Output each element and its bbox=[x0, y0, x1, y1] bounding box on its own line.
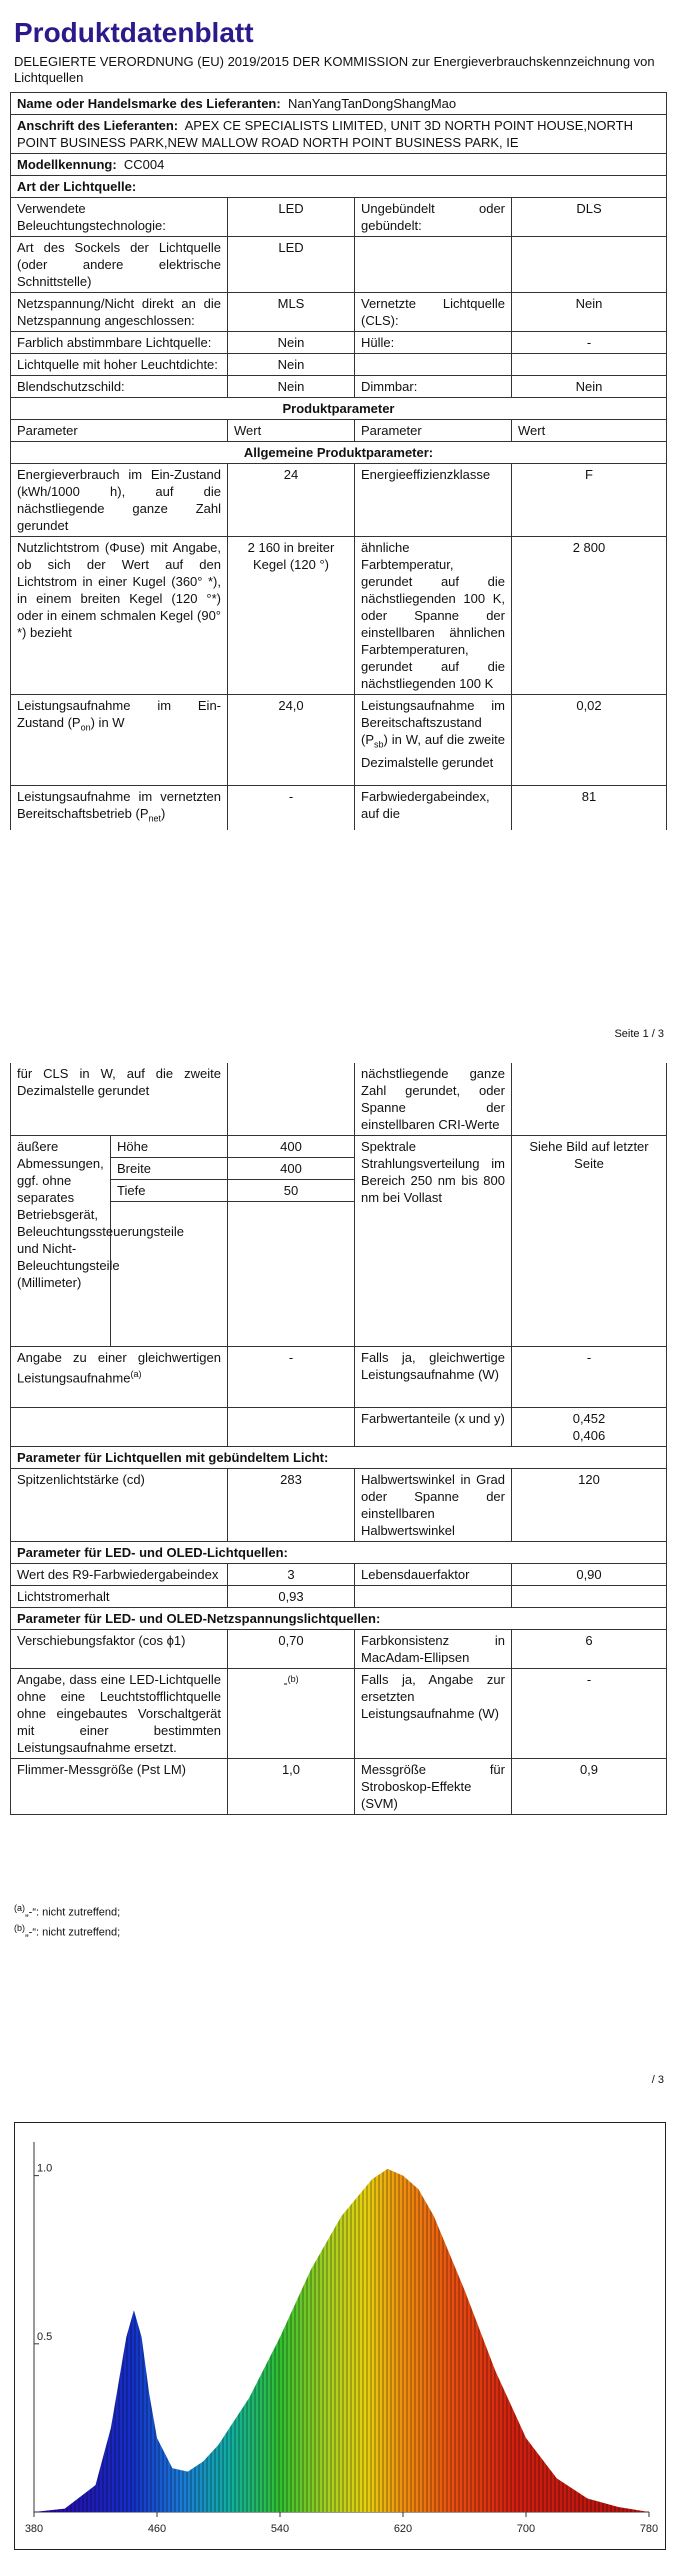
tunable-label: Farblich abstimmbare Lichtquelle: bbox=[11, 332, 228, 354]
energy-consumption-value: 24 bbox=[228, 464, 355, 537]
col-value-header: Wert bbox=[228, 420, 355, 442]
spectral-chart-svg bbox=[14, 2122, 666, 2550]
empty-cell bbox=[355, 1586, 512, 1608]
footnote-b: $^{(b)}$„-“: nicht zutreffend; bbox=[14, 1923, 121, 1939]
empty-cell bbox=[512, 1586, 667, 1608]
empty-cell bbox=[512, 237, 667, 293]
dimmable-label: Dimmbar: bbox=[355, 376, 512, 398]
beam-angle-label: Halbwertswinkel in Grad oder Spanne der einstellbaren Halbwertswinkel bbox=[355, 1469, 512, 1542]
x-tick-label: 460 bbox=[147, 2523, 167, 2535]
model-row bbox=[11, 154, 667, 176]
supplier-table bbox=[10, 92, 667, 830]
page-2 bbox=[10, 1063, 666, 1815]
light-type-header: Art der Lichtquelle: bbox=[11, 176, 667, 198]
networked-standby-value: - bbox=[228, 786, 355, 830]
supplier-row bbox=[11, 93, 667, 115]
product-params-header: Produktparameter bbox=[11, 398, 667, 420]
lumen-maintenance-value: 0,93 bbox=[228, 1586, 355, 1608]
on-mode-power-value: 24,0 bbox=[228, 695, 355, 786]
cri-label-cont: nächstliegende ganze Zahl gerundet, oder Spanne der einstellbaren CRI-Werte bbox=[355, 1063, 512, 1136]
empty-cell bbox=[355, 354, 512, 376]
useful-flux-value: 2 160 in breiter Kegel (120 °) bbox=[228, 537, 355, 695]
col-value-header: Wert bbox=[512, 420, 667, 442]
dimmable-value: Nein bbox=[512, 376, 667, 398]
survival-factor-value: 0,90 bbox=[512, 1564, 667, 1586]
cri-value: 81 bbox=[512, 786, 667, 830]
colour-consistency-value: 6 bbox=[512, 1630, 667, 1669]
mains-label: Netzspannung/Nicht direkt an die Netzspannung angeschlossen: bbox=[11, 293, 228, 332]
cct-label: ähnliche Farbtemperatur, gerundet auf die nächstliegenden 100 K, oder Spanne der einstellbaren ähnlichen Farbtemperaturen, gerundet auf die nächstliegenden 100 K bbox=[355, 537, 512, 695]
high-luminance-label: Lichtquelle mit hoher Leuchtdichte: bbox=[11, 354, 228, 376]
high-luminance-value: Nein bbox=[228, 354, 355, 376]
peak-intensity-value: 283 bbox=[228, 1469, 355, 1542]
cap-type-value: LED bbox=[228, 237, 355, 293]
tunable-value: Nein bbox=[228, 332, 355, 354]
replacement-power-value: - bbox=[512, 1669, 667, 1759]
width-label: Breite bbox=[111, 1158, 228, 1180]
directional-value: DLS bbox=[512, 198, 667, 237]
width-value: 400 bbox=[228, 1158, 355, 1180]
cls-label: Vernetzte Lichtquelle (CLS): bbox=[355, 293, 512, 332]
flicker-value: 1,0 bbox=[228, 1759, 355, 1815]
cri-label: Farbwiedergabeindex, auf die bbox=[355, 786, 512, 830]
model-label: Modellkennung: bbox=[17, 157, 117, 172]
document-title: Produktdatenblatt bbox=[14, 17, 254, 48]
useful-flux-label: Nutzlichtstrom (Φuse) mit Angabe, ob sich der Wert auf den Lichtstrom in einer Kugel (360° *), in einem breiten Kegel (120 °*) oder in einem schmalen Kegel (90° *) bezieht bbox=[11, 537, 228, 695]
mains-value: MLS bbox=[228, 293, 355, 332]
page-1 bbox=[10, 12, 666, 830]
r9-label: Wert des R9-Farbwiedergabeindex bbox=[11, 1564, 228, 1586]
y-tick-label: 1.0 bbox=[37, 2162, 53, 2175]
empty-cell bbox=[228, 1063, 355, 1136]
empty-cell bbox=[11, 1408, 228, 1447]
footnote-a: $^{(a)}$„-“: nicht zutreffend; bbox=[14, 1903, 121, 1919]
directional-label: Ungebündelt oder gebündelt: bbox=[355, 198, 512, 237]
networked-standby-label: Leistungsaufnahme im vernetzten Bereitschaftsbetrieb $(P_{net})$ bbox=[11, 786, 228, 830]
address-label: Anschrift des Lieferanten: bbox=[17, 118, 179, 133]
x-tick-label: 380 bbox=[24, 2523, 44, 2535]
replacement-power-label: Falls ja, Angabe zur ersetzten Leistungsaufnahme (W) bbox=[355, 1669, 512, 1759]
led-mains-params-header: Parameter für LED- und OLED-Netzspannungslichtquellen: bbox=[11, 1608, 667, 1630]
params-table-continued bbox=[10, 1063, 667, 1815]
on-mode-power-label: Leistungsaufnahme im Ein-Zustand $(P_{on})$ in W bbox=[11, 695, 228, 786]
empty-cell bbox=[228, 1202, 355, 1347]
beam-angle-value: 120 bbox=[512, 1469, 667, 1542]
displacement-factor-value: 0,70 bbox=[228, 1630, 355, 1669]
empty-cell bbox=[228, 1408, 355, 1447]
cct-value: 2 800 bbox=[512, 537, 667, 695]
envelope-label: Hülle: bbox=[355, 332, 512, 354]
y-tick-label: 0.5 bbox=[37, 2330, 53, 2343]
page-footer-3: / 3 bbox=[651, 2074, 664, 2086]
spectral-chart bbox=[14, 2122, 666, 2550]
spectral-label: Spektrale Strahlungsverteilung im Bereich 250 nm bis 800 nm bei Vollast bbox=[355, 1136, 512, 1347]
height-value: 400 bbox=[228, 1136, 355, 1158]
colour-consistency-label: Farbkonsistenz in MacAdam-Ellipsen bbox=[355, 1630, 512, 1669]
technology-value: LED bbox=[228, 198, 355, 237]
antiglare-label: Blendschutzschild: bbox=[11, 376, 228, 398]
chromaticity-label: Farbwertanteile (x und y) bbox=[355, 1408, 512, 1447]
antiglare-value: Nein bbox=[228, 376, 355, 398]
address-value: APEX CE SPECIALISTS LIMITED, UNIT 3D NORTH POINT HOUSE,NORTH POINT BUSINESS PARK,NEW MALLOW ROAD NORTH POINT BUSINESS PARK, IE bbox=[17, 118, 633, 150]
peak-intensity-label: Spitzenlichtstärke (cd) bbox=[11, 1469, 228, 1542]
energy-class-value: F bbox=[512, 464, 667, 537]
equivalent-power-2-label: Falls ja, gleichwertige Leistungsaufnahme (W) bbox=[355, 1347, 512, 1408]
supplier-label: Name oder Handelsmarke des Lieferanten: bbox=[17, 96, 281, 111]
x-tick-label: 540 bbox=[270, 2523, 290, 2535]
equivalent-power-2-value: - bbox=[512, 1347, 667, 1408]
equivalent-power-label: Angabe zu einer gleichwertigen Leistungsaufnahme$^{(a)}$ bbox=[11, 1347, 228, 1408]
document-subtitle: DELEGIERTE VERORDNUNG (EU) 2019/2015 DER KOMMISSION zur Energieverbrauchskennzeichnung von Lichtquellen bbox=[14, 54, 655, 85]
spectral-value: Siehe Bild auf letzter Seite bbox=[512, 1136, 667, 1347]
directional-params-header: Parameter für Lichtquellen mit gebündeltem Licht: bbox=[11, 1447, 667, 1469]
col-param-header: Parameter bbox=[355, 420, 512, 442]
general-params-header: Allgemeine Produktparameter: bbox=[11, 442, 667, 464]
stroboscopic-value: 0,9 bbox=[512, 1759, 667, 1815]
lumen-maintenance-label: Lichtstromerhalt bbox=[11, 1586, 228, 1608]
dimensions-label: äußere Abmessungen, ggf. ohne separates Betriebsgerät, Beleuchtungssteuerungsteile und Nicht-Beleuchtungsteile (Millimeter) bbox=[11, 1136, 111, 1347]
standby-power-label: Leistungsaufnahme im Bereitschaftszustand $(P_{sb})$ in W, auf die zweite Dezimalstelle gerundet bbox=[355, 695, 512, 786]
networked-standby-cont: für CLS in W, auf die zweite Dezimalstelle gerundet bbox=[11, 1063, 228, 1136]
displacement-factor-label: Verschiebungsfaktor (cos ϕ1) bbox=[11, 1630, 228, 1669]
chromaticity-value: 0,452 0,406 bbox=[512, 1408, 667, 1447]
page-footer-1: Seite 1 / 3 bbox=[614, 1028, 664, 1040]
replacement-claim-label: Angabe, dass eine LED-Lichtquelle ohne eine Leuchtstofflichtquelle ohne eingebautes Vorschaltgerät mit einer bestimmten Leistungsaufnahme ersetzt. bbox=[11, 1669, 228, 1759]
flicker-label: Flimmer-Messgröße (Pst LM) bbox=[11, 1759, 228, 1815]
address-row bbox=[11, 115, 667, 154]
cap-type-label: Art des Sockels der Lichtquelle (oder andere elektrische Schnittstelle) bbox=[11, 237, 228, 293]
empty-cell bbox=[355, 237, 512, 293]
depth-label: Tiefe bbox=[111, 1180, 228, 1202]
empty-cell bbox=[512, 1063, 667, 1136]
x-tick-label: 780 bbox=[639, 2523, 659, 2535]
cls-value: Nein bbox=[512, 293, 667, 332]
model-value: CC004 bbox=[123, 157, 165, 172]
replacement-claim-value: -$^{(b)}$ bbox=[228, 1669, 355, 1759]
equivalent-power-value: - bbox=[228, 1347, 355, 1408]
led-params-header: Parameter für LED- und OLED-Lichtquellen: bbox=[11, 1542, 667, 1564]
stroboscopic-label: Messgröße für Stroboskop-Effekte (SVM) bbox=[355, 1759, 512, 1815]
technology-label: Verwendete Beleuchtungstechnologie: bbox=[11, 198, 228, 237]
standby-power-value: 0,02 bbox=[512, 695, 667, 786]
depth-value: 50 bbox=[228, 1180, 355, 1202]
x-tick-label: 700 bbox=[516, 2523, 536, 2535]
energy-class-label: Energieeffizienzklasse bbox=[355, 464, 512, 537]
energy-consumption-label: Energieverbrauch im Ein-Zustand (kWh/1000 h), auf die nächstliegende ganze Zahl gerundet bbox=[11, 464, 228, 537]
envelope-value: - bbox=[512, 332, 667, 354]
col-param-header: Parameter bbox=[11, 420, 228, 442]
x-tick-label: 620 bbox=[393, 2523, 413, 2535]
survival-factor-label: Lebensdauerfaktor bbox=[355, 1564, 512, 1586]
height-label: Höhe bbox=[111, 1136, 228, 1158]
supplier-value: NanYangTanDongShangMao bbox=[287, 96, 457, 111]
r9-value: 3 bbox=[228, 1564, 355, 1586]
empty-cell bbox=[512, 354, 667, 376]
